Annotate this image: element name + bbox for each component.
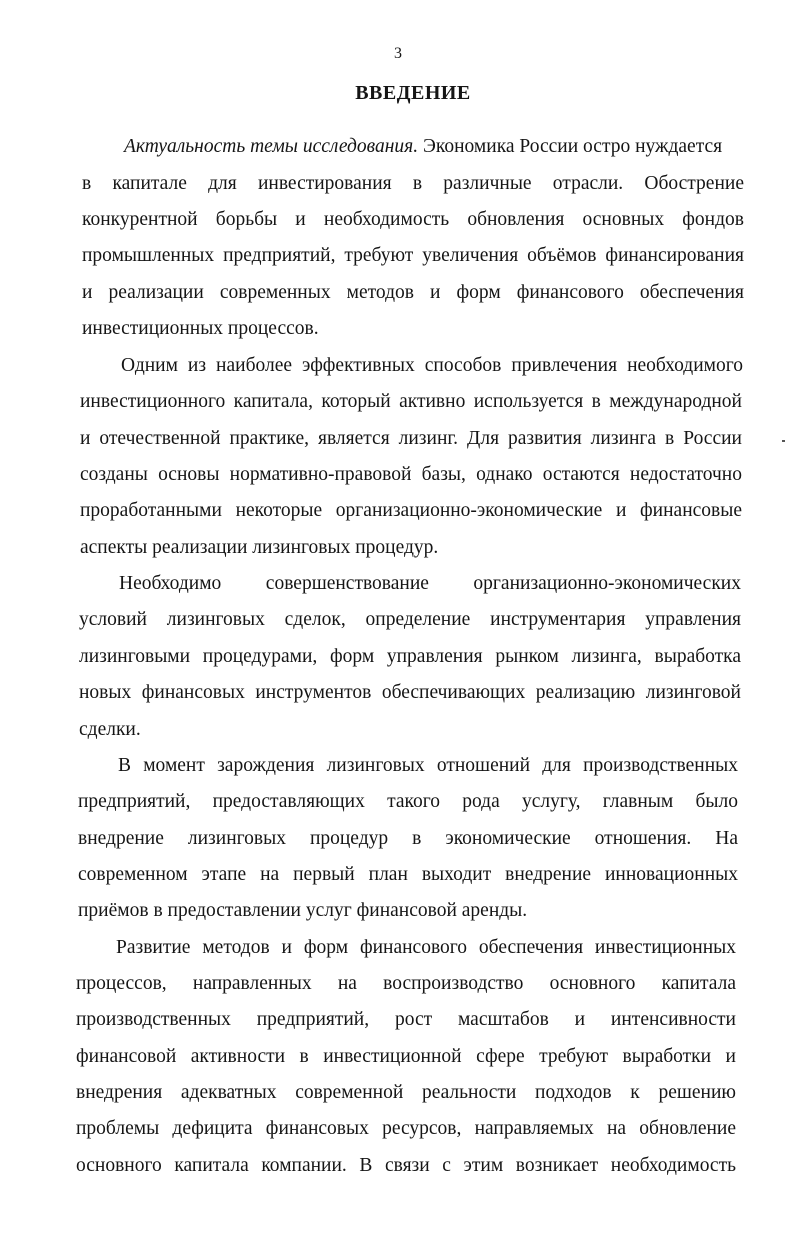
- paragraph-4-line-1: В момент зарождения лизинговых отношений для производственных: [118, 755, 738, 776]
- paragraph-4-line-2: предприятий, предоставляющих такого рода услугу, главным было: [78, 791, 738, 812]
- paragraph-2-line-6: аспекты реализации лизинговых процедур.: [80, 537, 439, 558]
- page-number: 3: [394, 45, 402, 62]
- paragraph-4-line-5: приёмов в предоставлении услуг финансовой аренды.: [78, 900, 528, 921]
- paragraph-5-line-7: основного капитала компании. В связи с этим возникает необходимость: [76, 1155, 736, 1176]
- paragraph-5-line-3: производственных предприятий, рост масштабов и интенсивности: [76, 1009, 736, 1030]
- paragraph-1-line-4: промышленных предприятий, требуют увеличения объёмов финансирования: [82, 245, 744, 266]
- paragraph-1-line-6: инвестиционных процессов.: [82, 318, 319, 339]
- paragraph-1-line-5: и реализации современных методов и форм финансового обеспечения: [82, 282, 744, 303]
- page-title: ВВЕДЕНИЕ: [355, 82, 471, 104]
- paragraph-5-line-1: Развитие методов и форм финансового обеспечения инвестиционных: [116, 937, 736, 958]
- paragraph-5-line-2: процессов, направленных на воспроизводство основного капитала: [76, 973, 736, 994]
- paragraph-3-line-5: сделки.: [79, 719, 141, 740]
- paragraph-4-line-4: современном этапе на первый план выходит внедрение инновационных: [78, 864, 738, 885]
- paragraph-5-line-5: внедрения адекватных современной реальности подходов к решению: [76, 1082, 736, 1103]
- paragraph-2-line-1: Одним из наиболее эффективных способов привлечения необходимого: [121, 355, 743, 376]
- paragraph-3-line-2: условий лизинговых сделок, определение инструментария управления: [79, 609, 741, 630]
- topicality-lead-text: Актуальность темы исследования.: [124, 136, 419, 157]
- paragraph-3-line-1: Необходимо совершенствование организационно-экономических: [119, 573, 741, 594]
- paragraph-5-line-6: проблемы дефицита финансовых ресурсов, направляемых на обновление: [76, 1118, 736, 1139]
- paragraph-2-line-2: инвестиционного капитала, который активно используется в международной: [80, 391, 742, 412]
- paragraph-2-line-4: созданы основы нормативно-правовой базы, однако остаются недостаточно: [80, 464, 742, 485]
- paragraph-1-line-3: конкурентной борьбы и необходимость обновления основных фондов: [82, 209, 744, 230]
- paragraph-3-line-3: лизинговыми процедурами, форм управления рынком лизинга, выработка: [79, 646, 741, 667]
- paragraph-1-line-2: в капитале для инвестирования в различные отрасли. Обострение: [82, 173, 744, 194]
- paragraph-1-line-1-text: Экономика России остро нуждается: [418, 136, 723, 157]
- paragraph-2-line-5: проработанными некоторые организационно-экономические и финансовые: [80, 500, 742, 521]
- paragraph-4-line-3: внедрение лизинговых процедур в экономические отношения. На: [78, 828, 738, 849]
- paragraph-5-line-4: финансовой активности в инвестиционной сфере требуют выработки и: [76, 1046, 736, 1067]
- scan-margin-mark: [782, 440, 785, 442]
- paragraph-3-line-4: новых финансовых инструментов обеспечивающих реализацию лизинговой: [79, 682, 741, 703]
- paragraph-2-line-3: и отечественной практике, является лизинг. Для развития лизинга в России: [80, 428, 742, 449]
- paragraph-1-line-1: [124, 135, 722, 159]
